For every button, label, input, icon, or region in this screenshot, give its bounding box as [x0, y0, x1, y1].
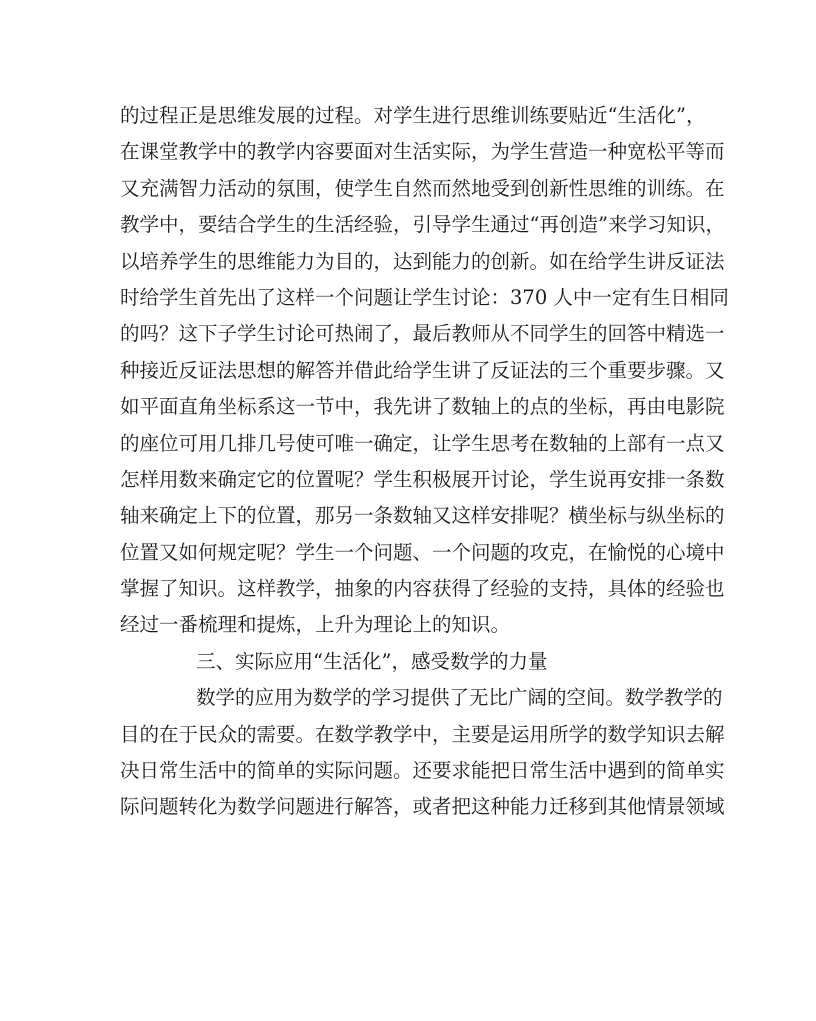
text-line: 的吗？这下子学生讨论可热闹了，最后教师从不同学生的回答中精选一	[120, 322, 725, 346]
text-line: 掌握了知识。这样教学，抽象的内容获得了经验的支持，具体的经验也	[120, 577, 725, 601]
text-line: 怎样用数来确定它的位置呢？学生积极展开讨论，学生说再安排一条数	[120, 467, 725, 491]
text-line: 经过一番梳理和提炼，上升为理论上的知识。	[120, 613, 511, 637]
text-line: 时给学生首先出了这样一个问题让学生讨论：370 人中一定有生日相同	[120, 285, 729, 309]
text-line: 的座位可用几排几号使可唯一确定，让学生思考在数轴的上部有一点又	[120, 431, 725, 455]
text-line: 际问题转化为数学问题进行解答，或者把这种能力迁移到其他情景领域	[120, 795, 725, 819]
section-heading: 三、实际应用“生活化”，感受数学的力量	[196, 649, 548, 673]
text-line: 以培养学生的思维能力为目的，达到能力的创新。如在给学生讲反证法	[120, 249, 725, 273]
text-line: 又充满智力活动的氛围，使学生自然而然地受到创新性思维的训练。在	[120, 176, 725, 200]
text-line: 位置又如何规定呢？学生一个问题、一个问题的攻克，在愉悦的心境中	[120, 540, 725, 564]
text-line: 轴来确定上下的位置，那另一条数轴又这样安排呢？横坐标与纵坐标的	[120, 504, 725, 528]
text-line: 种接近反证法思想的解答并借此给学生讲了反证法的三个重要步骤。又	[120, 358, 725, 382]
text-line: 的过程正是思维发展的过程。对学生进行思维训练要贴近“生活化”，	[120, 104, 706, 127]
text-line: 在课堂教学中的教学内容要面对生活实际，为学生营造一种宽松平等而	[120, 140, 725, 164]
text-line: 数学的应用为数学的学习提供了无比广阔的空间。数学教学的	[196, 686, 723, 710]
body-text	[120, 98, 729, 826]
text-line: 如平面直角坐标系这一节中，我先讲了数轴上的点的坐标，再由电影院	[120, 395, 725, 419]
text-line: 目的在于民众的需要。在数学教学中，主要是运用所学的数学知识去解	[120, 722, 725, 746]
text-line: 教学中，要结合学生的生活经验，引导学生通过“再创造”来学习知识，	[120, 213, 725, 237]
text-line: 决日常生活中的简单的实际问题。还要求能把日常生活中遇到的简单实	[120, 759, 725, 783]
